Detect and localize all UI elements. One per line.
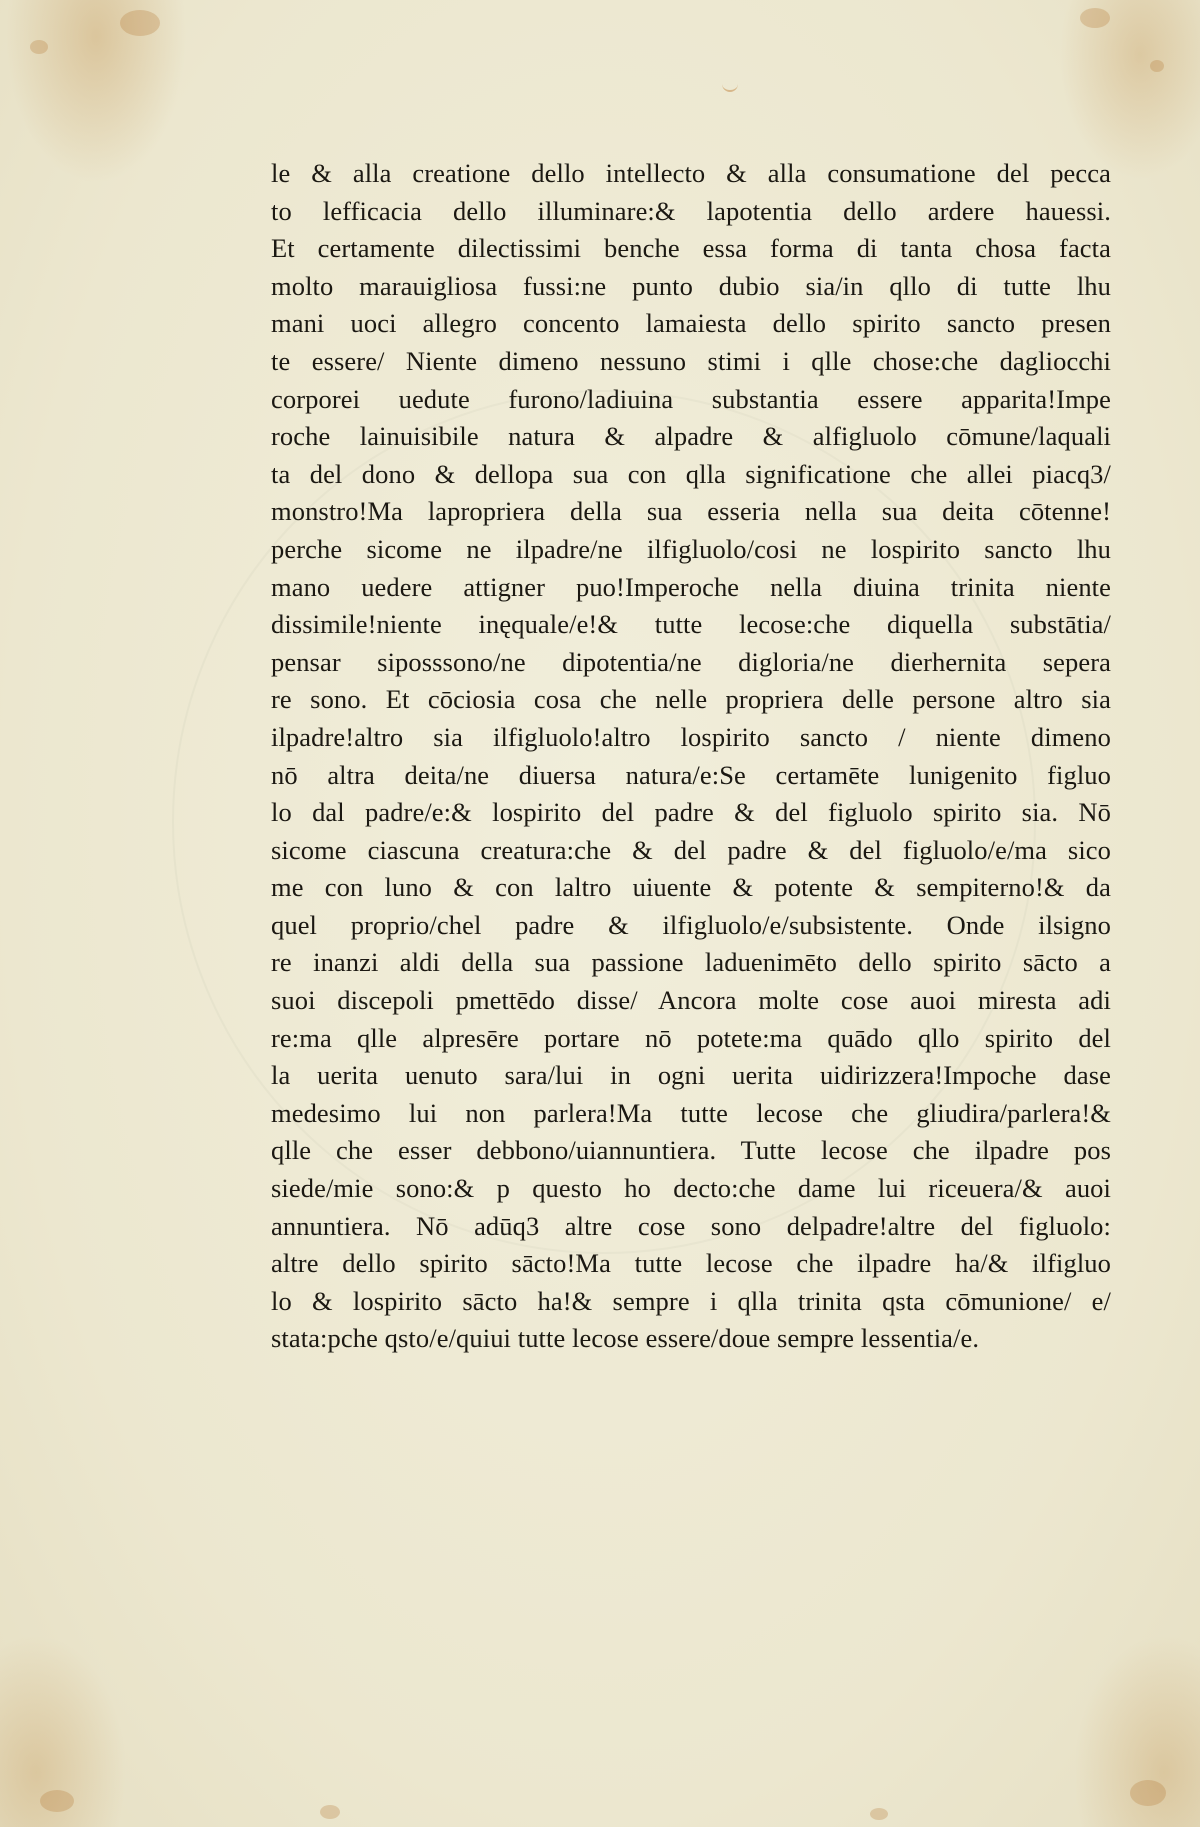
foxing-stain [1130, 1780, 1166, 1806]
text-line: ilpadre!altro sia ilfigluolo!altro lospirito sancto / niente dimeno [271, 721, 1111, 752]
text-block [271, 155, 1111, 1358]
text-line: re:ma qlle alpresēre portare nō potete:ma quādo qllo spirito del [271, 1022, 1111, 1053]
text-line: roche lainuisibile natura & alpadre & alfigluolo cōmune/laquali [271, 421, 1111, 452]
page-mark [722, 82, 738, 92]
text-line: nō altra deita/ne diuersa natura/e:Se certamēte lunigenito figluo [271, 759, 1111, 790]
text-line: quel proprio/chel padre & ilfigluolo/e/subsistente. Onde ilsigno [271, 909, 1111, 940]
text-line: molto marauigliosa fussi:ne punto dubio sia/in qllo di tutte lhu [271, 270, 1111, 301]
foxing-stain [1080, 8, 1110, 28]
text-line: la uerita uenuto sara/lui in ogni uerita uidirizzera!Impoche dase [271, 1060, 1111, 1091]
text-line: qlle che esser debbono/uiannuntiera. Tutte lecose che ilpadre pos [271, 1135, 1111, 1166]
text-line: to lefficacia dello illuminare:& lapotentia dello ardere hauessi. [271, 195, 1111, 226]
text-line: monstro!Ma lapropriera della sua esseria nella sua deita cōtenne! [271, 496, 1111, 527]
foxing-stain [30, 40, 48, 54]
text-line: stata:pche qsto/e/quiui tutte lecose essere/doue sempre lessentia/e. [271, 1323, 980, 1354]
foxing-stain [1150, 60, 1164, 72]
text-line: siede/mie sono:& p questo ho decto:che dame lui riceuera/& auoi [271, 1173, 1111, 1204]
foxing-stain [40, 1790, 74, 1812]
text-line: pensar siposssono/ne dipotentia/ne digloria/ne dierhernita sepera [271, 646, 1111, 677]
text-line: lo & lospirito sācto ha!& sempre i qlla trinita qsta cōmunione/ e/ [271, 1285, 1111, 1316]
text-line: suoi discepoli pmettēdo disse/ Ancora molte cose auoi miresta adi [271, 985, 1111, 1016]
text-line: altre dello spirito sācto!Ma tutte lecose che ilpadre ha/& ilfigluo [271, 1248, 1111, 1279]
text-line: re sono. Et cōciosia cosa che nelle propriera delle persone altro sia [271, 684, 1111, 715]
text-line: te essere/ Niente dimeno nessuno stimi i qlle chose:che dagliocchi [271, 345, 1111, 376]
text-line: mano uedere attigner puo!Imperoche nella diuina trinita niente [271, 571, 1111, 602]
text-line: dissimile!niente inęquale/e!& tutte lecose:che diquella substātia/ [271, 609, 1111, 640]
text-line: mani uoci allegro concento lamaiesta dello spirito sancto presen [271, 308, 1111, 339]
text-line: ta del dono & dellopa sua con qlla significatione che allei piacq3/ [271, 458, 1111, 489]
text-line: lo dal padre/e:& lospirito del padre & del figluolo spirito sia. Nō [271, 797, 1111, 828]
foxing-stain [870, 1808, 888, 1820]
text-line: re inanzi aldi della sua passione laduenimēto dello spirito sācto a [271, 947, 1111, 978]
foxing-stain [320, 1805, 340, 1819]
text-line: le & alla creatione dello intellecto & alla consumatione del pecca [271, 158, 1111, 188]
text-line: corporei uedute furono/ladiuina substantia essere apparita!Impe [271, 383, 1111, 414]
text-line: medesimo lui non parlera!Ma tutte lecose che gliudira/parlera!& [271, 1097, 1111, 1128]
text-line: Et certamente dilectissimi benche essa forma di tanta chosa facta [271, 233, 1111, 264]
text-line: annuntiera. Nō adūq3 altre cose sono delpadre!altre del figluolo: [271, 1210, 1111, 1241]
text-line: me con luno & con laltro uiuente & potente & sempiterno!& da [271, 872, 1111, 903]
text-line: sicome ciascuna creatura:che & del padre & del figluolo/e/ma sico [271, 834, 1111, 865]
text-line: perche sicome ne ilpadre/ne ilfigluolo/cosi ne lospirito sancto lhu [271, 533, 1111, 564]
foxing-stain [120, 10, 160, 36]
